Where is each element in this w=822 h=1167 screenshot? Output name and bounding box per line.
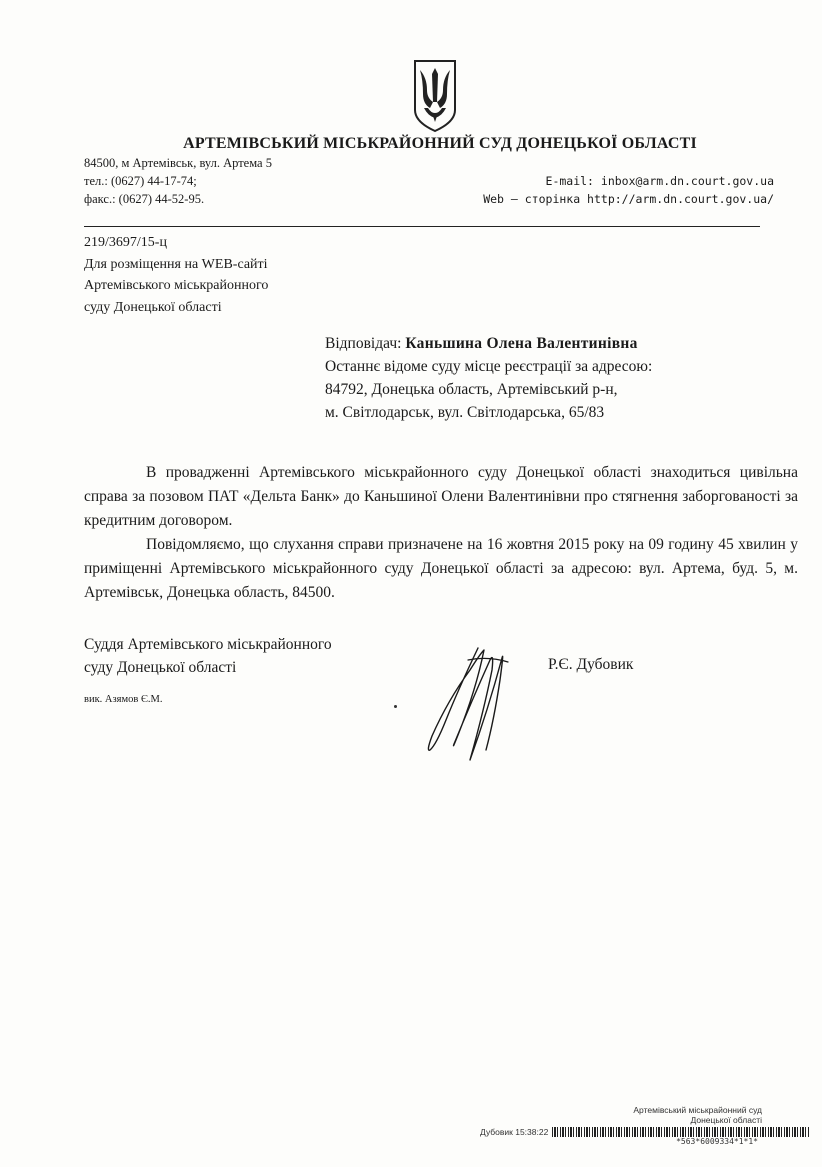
stamp-code: *563*6009334*1*1* <box>676 1137 758 1146</box>
court-website: Web – сторінка http://arm.dn.court.gov.ua/ <box>483 192 774 206</box>
placement-note-line1: Для розміщення на WEB-сайті <box>84 256 268 272</box>
body-paragraph-2: Повідомляємо, що слухання справи призначене на 16 жовтня 2015 року на 09 годину 45 хвилин у приміщенні Артемівського міськрайонного суду Донецької області за адресою: вул. Артема, буд. 5, м. Артемівськ, Донецька область, 84500. <box>84 536 798 601</box>
electronic-stamp <box>480 1105 810 1147</box>
respondent-address-line1: 84792, Донецька область, Артемівський р-н, <box>325 381 618 398</box>
respondent-label: Відповідач: <box>325 335 402 352</box>
respondent-name: Каньшина Олена Валентинівна <box>405 335 638 352</box>
ink-dot <box>394 705 397 708</box>
judge-title-line2: суду Донецької області <box>84 658 237 676</box>
court-phone: тел.: (0627) 44-17-74; <box>84 174 197 188</box>
judge-title-line1: Суддя Артемівського міськрайонного <box>84 636 332 653</box>
reference-block <box>84 232 268 318</box>
placement-note-line2: Артемівського міськрайонного <box>84 278 269 293</box>
stamp-region: Донецької області <box>690 1115 762 1125</box>
stamp-court: Артемівський міськрайонний суд <box>633 1105 762 1115</box>
trident-emblem-icon <box>412 58 458 134</box>
barcode-icon <box>552 1127 810 1137</box>
judge-name: Р.Є. Дубовик <box>548 656 634 673</box>
handwritten-signature <box>418 640 528 770</box>
respondent-address-line2: м. Світлодарськ, вул. Світлодарська, 65/83 <box>325 404 605 421</box>
body-paragraph-1: В провадженні Артемівського міськрайонного суду Донецької області знаходиться цивільна справа за позовом ПАТ «Дельта Банк» до Каньшиної Олени Валентинівни про стягнення заборгованості за кредитним договором. <box>84 464 798 529</box>
judge-title <box>84 634 332 679</box>
respondent-block <box>325 332 652 424</box>
header-divider <box>84 226 760 227</box>
court-title: АРТЕМІВСЬКИЙ МІСЬКРАЙОННИЙ СУД ДОНЕЦЬКОЇ ОБЛАСТІ <box>183 135 697 152</box>
letter-body <box>84 461 798 605</box>
court-address: 84500, м Артемівськ, вул. Артема 5 <box>84 156 272 170</box>
court-email: E-mail: inbox@arm.dn.court.gov.ua <box>545 174 774 188</box>
case-number: 219/3697/15-ц <box>84 235 167 250</box>
executor-note: вик. Азямов Є.М. <box>84 694 163 705</box>
stamp-signer-time: Дубовик 15:38:22 <box>480 1127 549 1137</box>
court-fax: факс.: (0627) 44-52-95. <box>84 192 205 206</box>
placement-note-line3: суду Донецької області <box>84 299 222 315</box>
respondent-registration-line: Останнє відоме суду місце реєстрації за адресою: <box>325 358 653 375</box>
